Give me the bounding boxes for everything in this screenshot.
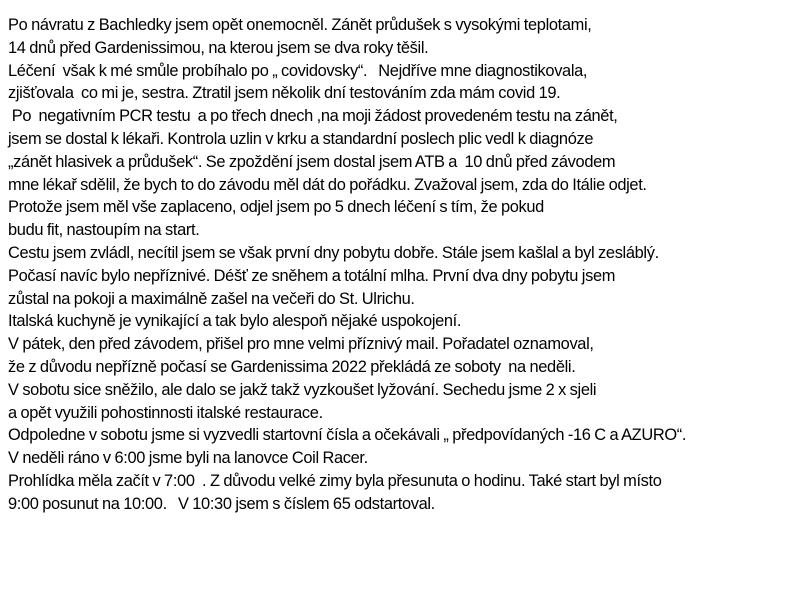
text-line: Po návratu z Bachledky jsem opět onemocněl. Zánět průdušek s vysokými teplotami, (8, 16, 592, 34)
text-line: V sobotu sice sněžilo, ale dalo se jakž takž vyzkoušet lyžování. Sechedu jsme 2 x sjeli (8, 380, 597, 399)
text-line: Odpoledne v sobotu jsme si vyzvedli startovní čísla a očekávali „ předpovídaných -16 C a AZURO“. (8, 426, 687, 445)
text-line: jsem se dostal k lékaři. Kontrola uzlin v krku a standardní poslech plic vedl k diagnóze (8, 129, 594, 148)
text-line: a opět využili pohostinnosti italské restaurace. (8, 403, 323, 422)
text-line: Prohlídka měla začít v 7:00 . Z důvodu velké zimy byla přesunuta o hodinu. Také start byl místo (8, 471, 662, 490)
text-line: 9:00 posunut na 10:00. V 10:30 jsem s číslem 65 odstartoval. (8, 494, 435, 513)
text-line: Protože jsem měl vše zaplaceno, odjel jsem po 5 dnech léčení s tím, že pokud (8, 198, 544, 217)
text-line: Italská kuchyně je vynikající a tak bylo alespoň nějaké uspokojení. (8, 312, 462, 331)
text-line: budu fit, nastoupím na start. (8, 221, 200, 240)
text-line: Počasí navíc bylo nepříznivé. Déšť ze sněhem a totální mlha. První dva dny pobytu jsem (8, 266, 616, 285)
text-line: Cestu jsem zvládl, necítil jsem se však první dny pobytu dobře. Stále jsem kašlal a byl zesláblý. (8, 243, 659, 262)
text-line: V neděli ráno v 6:00 jsme byli na lanovce Coil Racer. (8, 449, 368, 468)
document-text-block (8, 14, 798, 516)
text-line: že z důvodu nepřízně počasí se Gardenissima 2022 překládá ze soboty na neděli. (8, 357, 576, 376)
text-line: Po negativním PCR testu a po třech dnech ,na moji žádost provedeném testu na zánět, (8, 107, 618, 126)
text-line: V pátek, den před závodem, přišel pro mne velmi příznivý mail. Pořadatel oznamoval, (8, 335, 594, 354)
text-line: mne lékař sdělil, že bych to do závodu měl dát do pořádku. Zvažoval jsem, zda do Itálie odjet. (8, 175, 647, 194)
text-line: zůstal na pokoji a maximálně zašel na večeři do St. Ulrichu. (8, 289, 415, 308)
text-line: 14 dnů před Gardenissimou, na kterou jsem se dva roky těšil. (8, 38, 429, 57)
text-line: „zánět hlasivek a průdušek“. Se zpoždění jsem dostal jsem ATB a 10 dnů před závodem (8, 152, 616, 171)
text-line: zjišťovala co mi je, sestra. Ztratil jsem několik dní testováním zda mám covid 19. (8, 84, 561, 103)
text-line: Léčení však k mé smůle probíhalo po „ covidovsky“. Nejdříve mne diagnostikovala, (8, 61, 588, 80)
